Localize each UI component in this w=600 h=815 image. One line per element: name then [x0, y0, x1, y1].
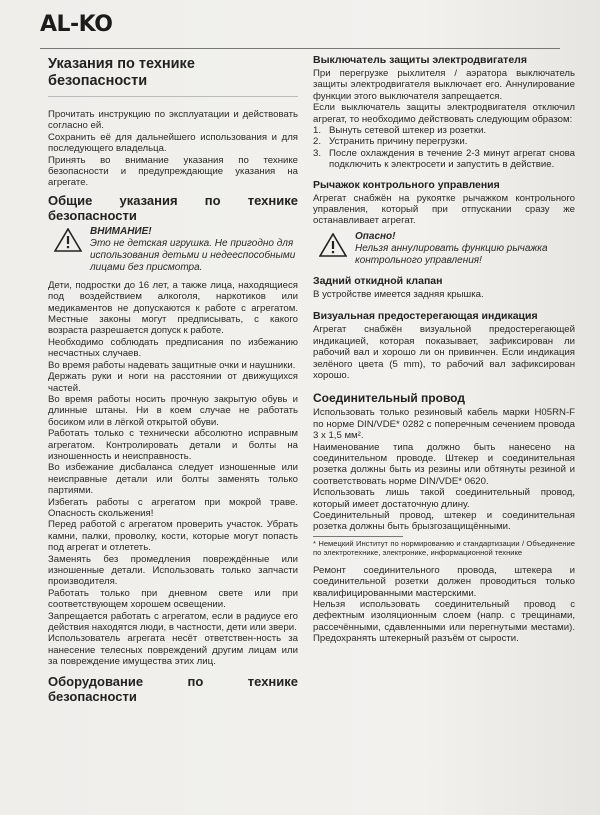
safety-paragraph: Во время работы носить прочную закрытую обувь и длинные штаны. Ни в коем случае не работать босиком или в лёгкой открытой обуви.	[48, 393, 298, 428]
control-lever-heading: Рычажок контрольного управления	[313, 178, 500, 191]
cable-paragraph: Наименование типа должно быть нанесено на соединительном проводе. Штекер и соединительная розетка должны быть из резины или обтянуты резиной и соответствовать норме DIN/VDE* 0620.	[313, 441, 575, 487]
safety-paragraph: Держать руки и ноги на расстоянии от движущихся частей.	[48, 371, 298, 394]
visual-indicator-text: Агрегат снабжён визуальной предостерегающей индикацией, которая показывает, зафиксирован ли рабочий вал и хорошо ли он привинчен. Если индикация зелёного цвета (5 mm), то рабочий вал зафиксирован хорошо.	[313, 324, 575, 381]
safety-paragraph: Запрещается работать с агрегатом, если в радиусе его действия находятся люди, в частности, дети или звери.	[48, 610, 298, 634]
warning-triangle-icon	[54, 228, 82, 252]
list-item	[313, 125, 575, 136]
visual-indicator-heading: Визуальная предостерегающая индикация	[313, 310, 538, 323]
danger-text: Нельзя аннулировать функцию рычажка контрольного управления!	[355, 242, 548, 266]
cable-paragraph: Использовать только резиновый кабель марки H05RN-F по норме DIN/VDE* 0282 с поперечным сечением провода 3 x 1,5 мм².	[313, 407, 575, 442]
intro-paragraph: Сохранить её для дальнейшего использования и для последующего владельца.	[48, 131, 298, 155]
safety-paragraph: Перед работой с агрегатом проверить участок. Убрать камни, палки, проволку, кости, которые могут попасть под агрегат и отлететь.	[48, 519, 298, 554]
safety-paragraph: Дети, подростки до 16 лет, а также лица, находящиеся под воздействием алкоголя, наркотиков или медикаментов не допускаются к работе с агрегатом. Местные законы могут предписывать, с какого возраста разрешается допуск к работе.	[48, 279, 298, 337]
safety-paragraph: Работать только при дневном свете или при соответствующем хорошем освещении.	[48, 587, 298, 611]
step-text: Вынуть сетевой штекер из розетки.	[329, 125, 487, 137]
intro-paragraph: Прочитать инструкцию по эксплуатации и действовать согласно ей.	[48, 109, 298, 132]
control-lever-text: Агрегат снабжён на рукоятке рычажком контрольного управления, который при отпускании сразу же останавливает агрегат.	[313, 192, 575, 227]
step-number: 2.	[313, 136, 322, 148]
intro-paragraph: Принять во внимание указания по технике безопасности и предупреждающие указания на агрегате.	[48, 154, 298, 189]
danger-box	[313, 231, 575, 267]
warning-triangle-icon	[319, 233, 347, 257]
right-column	[313, 52, 575, 812]
warning-text: Это не детская игрушка. Не пригодно для использования детьми и недееспособными лицами без присмотра.	[90, 237, 296, 273]
step-text: После охлаждения в течение 2-3 минут агрегат снова подключить к электросети и запустить в действие.	[329, 147, 575, 171]
list-item	[313, 136, 575, 147]
warning-box	[48, 226, 298, 274]
safety-paragraph: Работать только с технически абсолютно исправным агрегатом. Контролировать детали и болты на изношенность и неисправность.	[48, 428, 298, 462]
general-safety-heading: Общие указания по технике безопасности	[48, 192, 298, 223]
motor-protection-text: При перегрузке рыхлителя / аэратора выключатель защиты электродвигателя выключает его. Аннулирование функции этого выключателя запрещается.	[313, 68, 575, 102]
header-divider	[40, 48, 560, 49]
safety-paragraph: Заменять без промедления повреждённые или изношенные детали. Использовать только запчасти производителя.	[48, 553, 298, 588]
list-item	[313, 148, 575, 171]
safety-title: Указания по технике безопасности	[48, 56, 298, 97]
rear-flap-heading: Задний откидной клапан	[313, 274, 443, 287]
footnote-divider	[313, 536, 403, 537]
cable-heading: Соединительный провод	[313, 391, 465, 406]
motor-protection-heading: Выключатель защиты электродвигателя	[313, 54, 527, 66]
motor-steps-list	[313, 125, 575, 171]
danger-label: Опасно!	[355, 230, 396, 242]
footnote: * Немецкий Институт по нормированию и стандартизации / Объединение по электротехнике, электронике, информационной технике	[313, 538, 575, 558]
step-text: Устранить причину перегрузки.	[329, 136, 468, 148]
safety-paragraph: Необходимо соблюдать предписания по избежанию несчастных случаев.	[48, 336, 298, 360]
alko-logo: AL-KO	[40, 12, 113, 37]
cable-paragraph: Соединительный провод, штекер и соединительная розетка должны быть брызгозащищёнными.	[313, 509, 575, 533]
safety-paragraph: Избегать работы с агрегатом при мокрой траве. Опасность скольжения!	[48, 496, 298, 519]
cable-paragraph: Ремонт соединительного провода, штекера и соединительной розетки должен проводиться только квалифицированными мастерскими.	[313, 564, 575, 599]
step-number: 1.	[313, 125, 322, 137]
rear-flap-text: В устройстве имеется задняя крышка.	[313, 288, 484, 300]
cable-paragraph: Использовать лишь такой соединительный провод, который имеет достаточную длину.	[313, 487, 575, 510]
step-number: 3.	[313, 147, 322, 159]
safety-equipment-heading: Оборудование по технике безопасности	[48, 673, 298, 704]
cable-paragraph: Нельзя использовать соединительный провод с дефектным изоляционным слоем (напр. с трещинами, рассечёнными, сдавленными или перегнутыми местами). Предохранять штекерный разъём от сырости.	[313, 599, 575, 645]
left-column	[48, 52, 298, 812]
safety-paragraph: Во избежание дисбаланса следует изношенные или неисправные детали или болты заменять только партиями.	[48, 462, 298, 497]
safety-paragraph: Использователь агрегата несёт ответствен-ность за нанесение телесных повреждений другим лицам или за повреждение имущества этих лиц.	[48, 633, 298, 668]
motor-protection-text: Если выключатель защиты электродвигателя отключил агрегат, то необходимо действовать следующим образом:	[313, 102, 575, 125]
warning-label: ВНИМАНИЕ!	[90, 225, 152, 237]
safety-paragraph: Во время работы надевать защитные очки и наушники.	[48, 359, 296, 371]
